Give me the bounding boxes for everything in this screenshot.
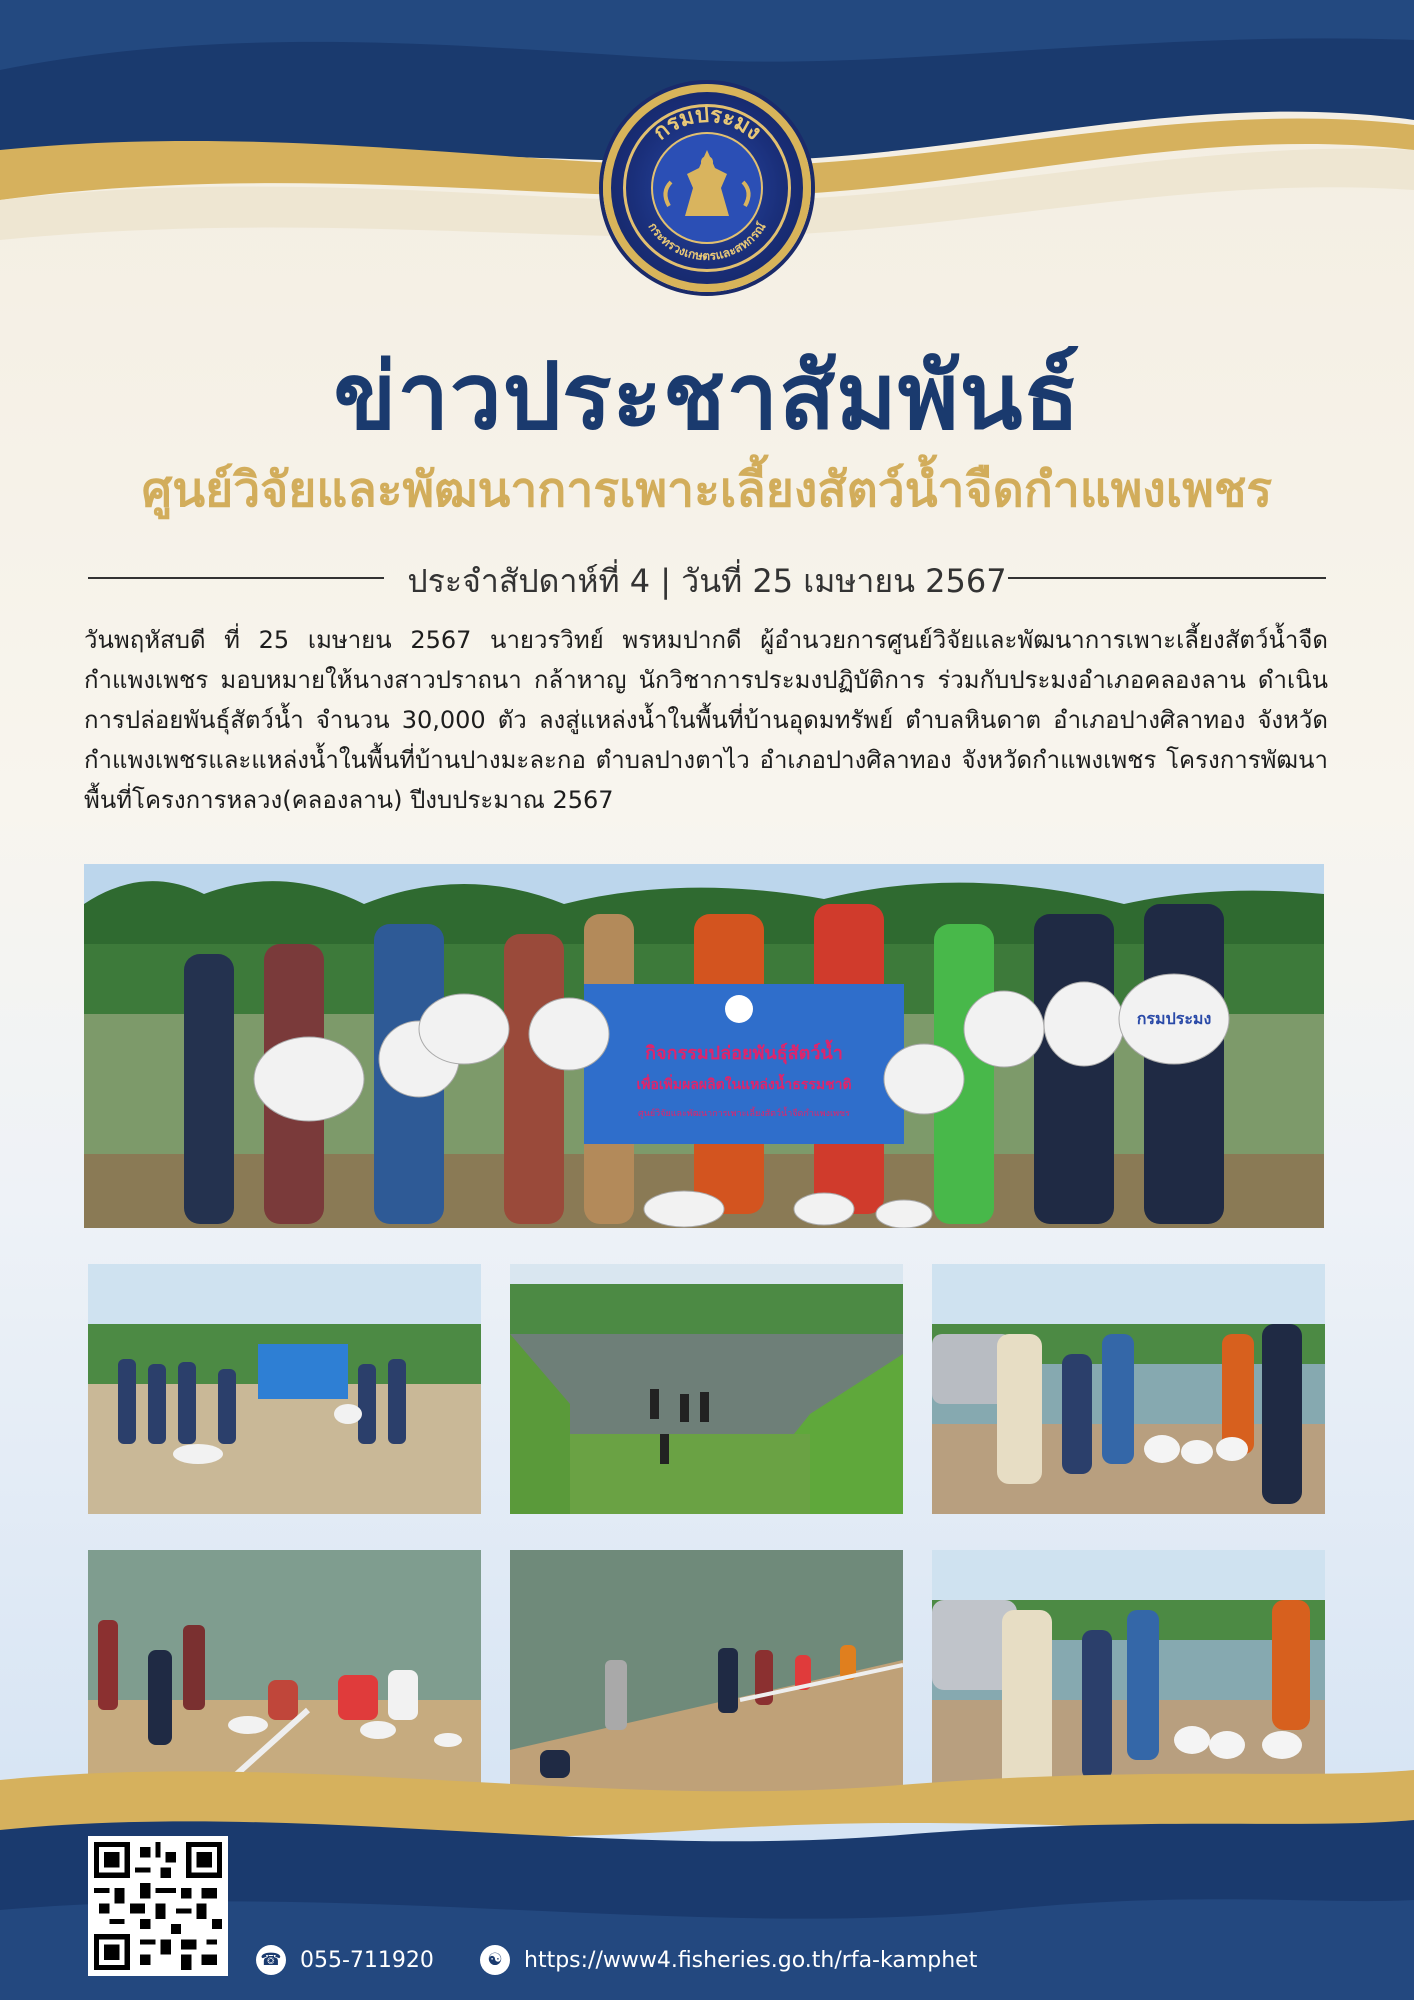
main-group-photo [84,864,1324,1228]
svg-text:กิจกรรมปล่อยพันธุ์สัตว์น้ำ: กิจกรรมปล่อยพันธุ์สัตว์น้ำ [645,1043,843,1064]
page-title: ข่าวประชาสัมพันธ์ [333,343,1081,450]
activity-photo-2 [510,1264,903,1514]
svg-text:กรมประมง: กรมประมง [1136,1009,1212,1028]
svg-text:กระทรวงเกษตรและสหกรณ์: กระทรวงเกษตรและสหกรณ์ [645,219,769,264]
contact-phone[interactable] [256,1942,434,1978]
dateline-rule-right [1008,577,1326,579]
website-url: https://www4.fisheries.go.th/rfa-kamphet [524,1947,978,1973]
activity-photo-3 [932,1264,1325,1514]
svg-text:กรมประมง: กรมประมง [648,102,766,146]
phone-icon: ☎ [256,1945,286,1975]
phone-number: 055-711920 [300,1947,434,1973]
organization-subtitle: ศูนย์วิจัยและพัฒนาการเพาะเลี้ยงสัตว์น้ำจืดกำแพงเพชร [141,462,1273,518]
seal-text-ring [611,92,803,284]
article-body: วันพฤหัสบดี ที่ 25 เมษายน 2567 นายวรวิทย์ พรหมปากดี ผู้อำนวยการศูนย์วิจัยและพัฒนาการเพาะเลี้ยงสัตว์น้ำจืด กำแพงเพชร มอบหมายให้นางสาวปราถนา กล้าหาญ นักวิชาการประมงปฏิบัติการ ร่วมกับประมงอำเภอคลองลาน ดำเนินการปล่อยพันธุ์สัตว์น้ำ จำนวน 30,000 ตัว ลงสู่แหล่งน้ำในพื้นที่บ้านอุดมทรัพย์ ตำบลหินดาต อำเภอปางศิลาทอง จังหวัดกำแพงเพชรและแหล่งน้ำในพื้นที่บ้านปางมะละกอ ตำบลปางตาไว อำเภอปางศิลาทอง จังหวัดกำแพงเพชร โครงการพัฒนาพื้นที่โครงการหลวง(คลองลาน) ปีงบประมาณ 2567 [84,626,1328,814]
contact-website[interactable] [480,1942,977,1978]
svg-text:ศูนย์วิจัยและพัฒนาการเพาะเลี้ย: ศูนย์วิจัยและพัฒนาการเพาะเลี้ยงสัตว์น้ำจืดกำแพงเพชร [638,1109,850,1119]
department-of-fisheries-seal [603,84,811,292]
activity-photo-1 [88,1264,481,1514]
banner [584,984,904,1144]
globe-icon: ☯ [480,1945,510,1975]
dateline: ประจำสัปดาห์ที่ 4 | วันที่ 25 เมษายน 2567 [407,562,1007,600]
qr-code[interactable] [88,1836,228,1976]
svg-text:เพื่อเพิ่มผลผลิตในแหล่งน้ำธรรม: เพื่อเพิ่มผลผลิตในแหล่งน้ำธรรมชาติ [636,1077,852,1093]
